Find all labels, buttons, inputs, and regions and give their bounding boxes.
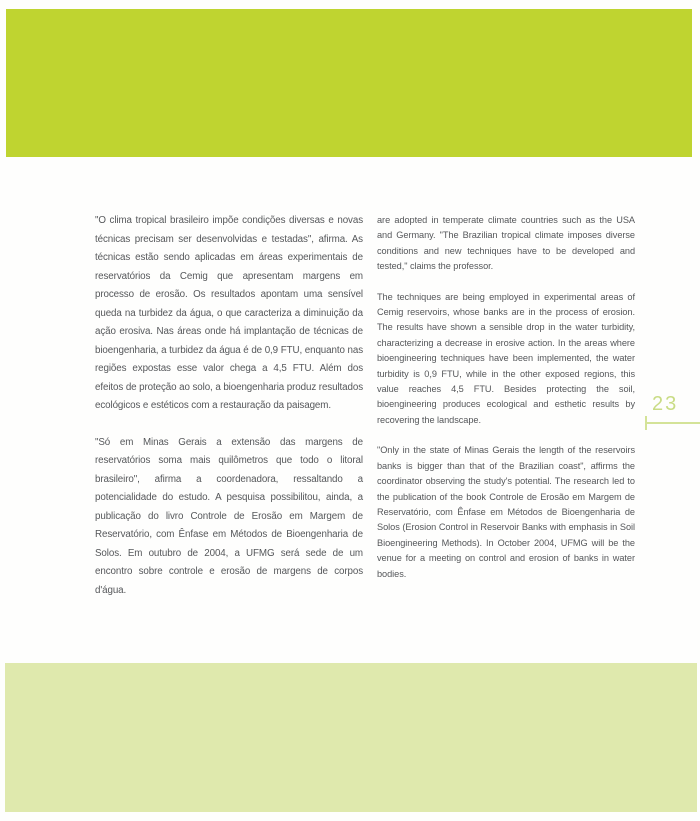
top-banner-block — [6, 9, 692, 157]
paragraph-en-2: The techniques are being employed in experimental areas of Cemig reservoirs, whose banks are in the process of erosion. The results have shown a sensible drop in the water turbidity, characterizing a decrease in erosive action. In the areas where bioengineering techniques have been implemented, the water turbidity is 0,9 FTU, while in the other exposed regions, this value reaches 4,5 FTU. Besides protecting the soil, bioengineering produces ecological and esthetic results by recovering the landscape. — [377, 291, 635, 425]
paragraph-en-3: "Only in the state of Minas Gerais the length of the reservoirs banks is bigger than that of the Brazilian coast", affirms the coordinator observing the study's potential. The research led to the publication of the book Controle de Erosão em Margem de Reservatório, com Ênfase em Métodos de Bioengenharia de Solos (Erosion Control in Reservoir Banks with emphasis in Soil Bioengineering Methods). In October 2004, UFMG will be the venue for a meeting on control and erosion of banks in water bodies. — [377, 445, 635, 579]
bottom-banner-block — [5, 663, 697, 812]
page-number-rule — [645, 416, 700, 430]
page-number-rule-line — [645, 422, 700, 424]
paragraph-pt-2: "Só em Minas Gerais a extensão das margens de reservatórios soma mais quilômetros que todo o litoral brasileiro", afirma a coordenadora, ressaltando a potencialidade do estudo. A pesquisa possibilitou, ainda, a publicação do livro Controle de Erosão em Margem de Reservatório, com Ênfase em Métodos de Bioengenharia de Solos. Em outubro de 2004, a UFMG será sede de um encontro sobre controle e erosão de margens de corpos d'água. — [95, 436, 363, 596]
paragraph-en-1: are adopted in temperate climate countries such as the USA and Germany. "The Brazilian tropical climate imposes diverse conditions and new techniques have to be developed and tested," claims the professor. — [377, 215, 635, 272]
paragraph-pt-1: "O clima tropical brasileiro impõe condições diversas e novas técnicas precisam ser desenvolvidas e testadas", afirma. As técnicas estão sendo aplicadas em áreas experimentais de reservatórios da Cemig que apresentam margens em processo de erosão. Os resultados apontam uma sensível queda na turbidez da água, o que caracteriza a diminuição da ação erosiva. Nas áreas onde há implantação de técnicas de bioengenharia, a turbidez da água é de 0,9 FTU, enquanto nas regiões expostas esse valor chega a 4,5 FTU. Além dos efeitos de proteção ao solo, a bioengenharia produz resultados ecológicos e estéticos com a restauração da paisagem. — [95, 215, 363, 411]
page-number-block — [645, 394, 700, 424]
page-number: 23 — [652, 393, 679, 415]
article-column-portuguese — [95, 212, 363, 618]
article-column-english — [377, 213, 635, 597]
